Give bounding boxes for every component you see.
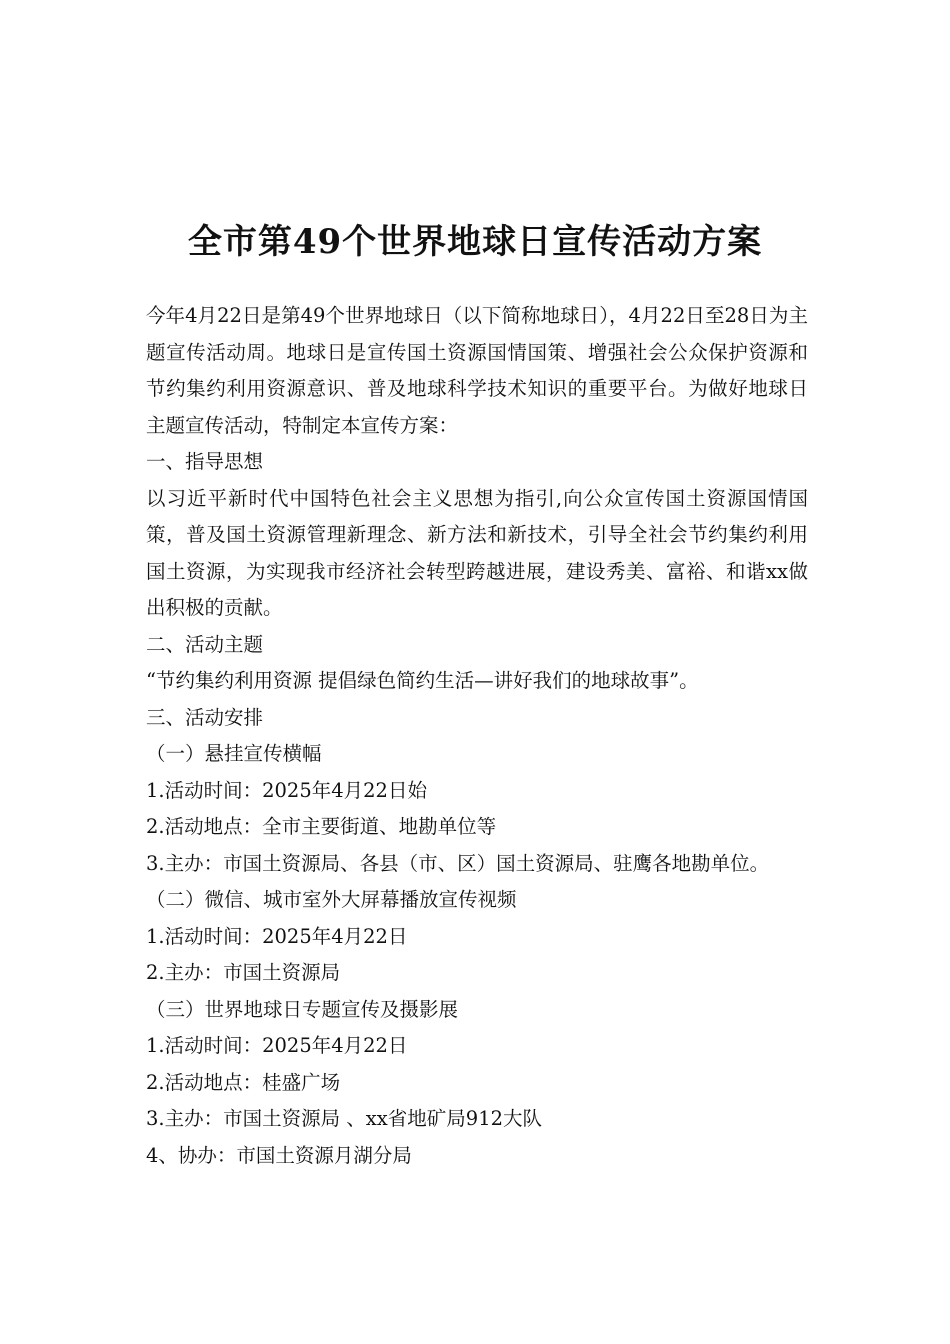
sub-heading-video: （二）微信、城市室外大屏幕播放宣传视频 (146, 888, 517, 911)
video-time: 1.活动时间：2025年4月22日 (146, 924, 408, 948)
exhibition-cohost: 4、协办：市国土资源月湖分局 (146, 1143, 412, 1167)
document-body (146, 298, 808, 1174)
section-heading-theme: 二、活动主题 (146, 632, 264, 656)
banners-host: 3.主办：市国土资源局、各县（市、区）国土资源局、驻鹰各地勘单位。 (146, 851, 770, 875)
exhibition-time: 1.活动时间：2025年4月22日 (146, 1034, 408, 1057)
exhibition-host: 3.主办：市国土资源局 、xx省地矿局912大队 (146, 1107, 543, 1130)
exhibition-place: 2.活动地点：桂盛广场 (146, 1070, 341, 1094)
sub-heading-photo-exhibition: （三）世界地球日专题宣传及摄影展 (146, 997, 459, 1021)
banners-time: 1.活动时间：2025年4月22日始 (146, 778, 427, 802)
banners-place: 2.活动地点：全市主要街道、地勘单位等 (146, 815, 497, 838)
section-heading-arrangements: 三、活动安排 (146, 705, 264, 729)
document-title: 全市第49个世界地球日宣传活动方案 (187, 222, 763, 262)
sub-heading-banners: （一）悬挂宣传横幅 (146, 742, 322, 765)
intro-paragraph: 今年4月22日是第49个世界地球日（以下简称地球日），4月22日至28日为主题宣传活动周。地球日是宣传国土资源国情国策、增强社会公众保护资源和节约集约利用资源意识、普及地球科学技术知识的重要平台。为做好地球日主题宣传活动，特制定本宣传方案： (146, 304, 808, 437)
theme-paragraph: “节约集约利用资源 提倡绿色简约生活—讲好我们的地球故事”。 (146, 669, 699, 692)
guiding-ideology-paragraph: 以习近平新时代中国特色社会主义思想为指引,向公众宣传国土资源国情国策，普及国土资源管理新理念、新方法和新技术，引导全社会节约集约利用国土资源，为实现我市经济社会转型跨越进展，建设秀美、富裕、和谐xx做出积极的贡献。 (146, 486, 808, 619)
section-heading-guiding-ideology: 一、指导思想 (146, 450, 264, 473)
video-host: 2.主办：市国土资源局 (146, 961, 341, 984)
